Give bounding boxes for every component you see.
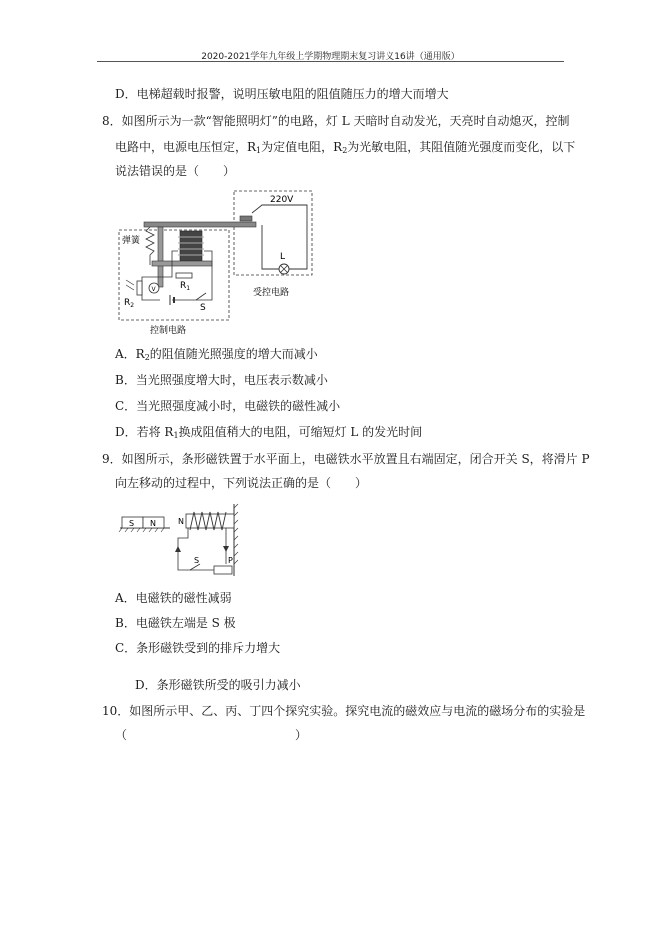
q8-stem-line1: 8．如图所示为一款“智能照明灯”的电路，灯 L 天暗时自动发光，天亮时自动熄灭，控制 — [102, 114, 570, 128]
control-circuit-label: 控制电路 — [150, 326, 187, 336]
voltage-label: 220V — [270, 195, 294, 205]
q8-option-d: D．若将 $R_1$换成阻值稍大的电阻，可缩短灯 L 的发光时间 — [115, 425, 423, 440]
r2-resistor — [137, 281, 142, 295]
switch-label: S — [194, 556, 200, 565]
q8-option-a: A．$R_2$的阻值随光照强度的增大而减小 — [115, 347, 318, 362]
r1-resistor — [176, 273, 192, 278]
rheostat — [214, 566, 232, 574]
svg-text:N: N — [150, 519, 156, 528]
q8-stem-line2: 电路中，电源电压恒定，$R_1$为定值电阻，$R_2$为光敏电阻，其阻值随光强度而变化，以下 — [115, 140, 576, 155]
q9-stem-line2: 向左移动的过程中，下列说法正确的是（ ） — [115, 476, 368, 490]
relay-base — [152, 261, 212, 266]
spring-label: 弹簧 — [122, 236, 141, 246]
header-divider — [97, 61, 564, 62]
lamp-label: L — [280, 252, 286, 262]
r1-label: $R_1$ — [180, 281, 191, 292]
coil-n-label: N — [178, 517, 184, 526]
q9-electromagnet-figure — [118, 500, 243, 580]
svg-text:S: S — [129, 519, 135, 528]
page-header: 2020-2021学年九年级上学期物理期末复习讲义16讲（通用版） — [201, 52, 460, 62]
q9-option-d: D．条形磁铁所受的吸引力减小 — [135, 678, 301, 692]
r2-label: $R_2$ — [124, 298, 135, 309]
armature-lever — [144, 222, 256, 227]
controlled-circuit-label: 受控电路 — [253, 288, 290, 298]
q8-option-b: B．当光照强度增大时，电压表示数减小 — [115, 373, 328, 387]
relay-post — [158, 227, 163, 287]
q9-option-c: C．条形磁铁受到的排斥力增大 — [115, 641, 281, 655]
q9-option-a: A．电磁铁的磁性减弱 — [115, 591, 232, 605]
voltmeter-label: V — [151, 286, 156, 293]
q10-stem-line2: （ ） — [115, 728, 308, 742]
q8-circuit-figure — [112, 185, 322, 340]
q8-option-c: C．当光照强度减小时，电磁铁的磁性减小 — [115, 399, 341, 413]
q9-option-b: B．电磁铁左端是 S 极 — [115, 616, 236, 630]
relay-contact — [240, 216, 252, 221]
q10-stem-line1: 10．如图所示甲、乙、丙、丁四个探究实验。探究电流的磁效应与电流的磁场分布的实验是 — [102, 704, 586, 718]
electromagnet-core — [180, 231, 202, 261]
q7-option-d: D．电梯超载时报警，说明压敏电阻的阻值随压力的增大而增大 — [115, 87, 449, 101]
q8-stem-line3: 说法错误的是（ ） — [115, 164, 236, 178]
circuit-wire — [178, 528, 228, 570]
slider-label: P — [228, 556, 233, 565]
spring-icon — [146, 227, 154, 265]
switch-icon — [196, 293, 206, 300]
switch-label: S — [200, 303, 206, 313]
q9-stem-line1: 9．如图所示，条形磁铁置于水平面上，电磁铁水平放置且右端固定，闭合开关 S，将滑片 P — [102, 452, 590, 466]
